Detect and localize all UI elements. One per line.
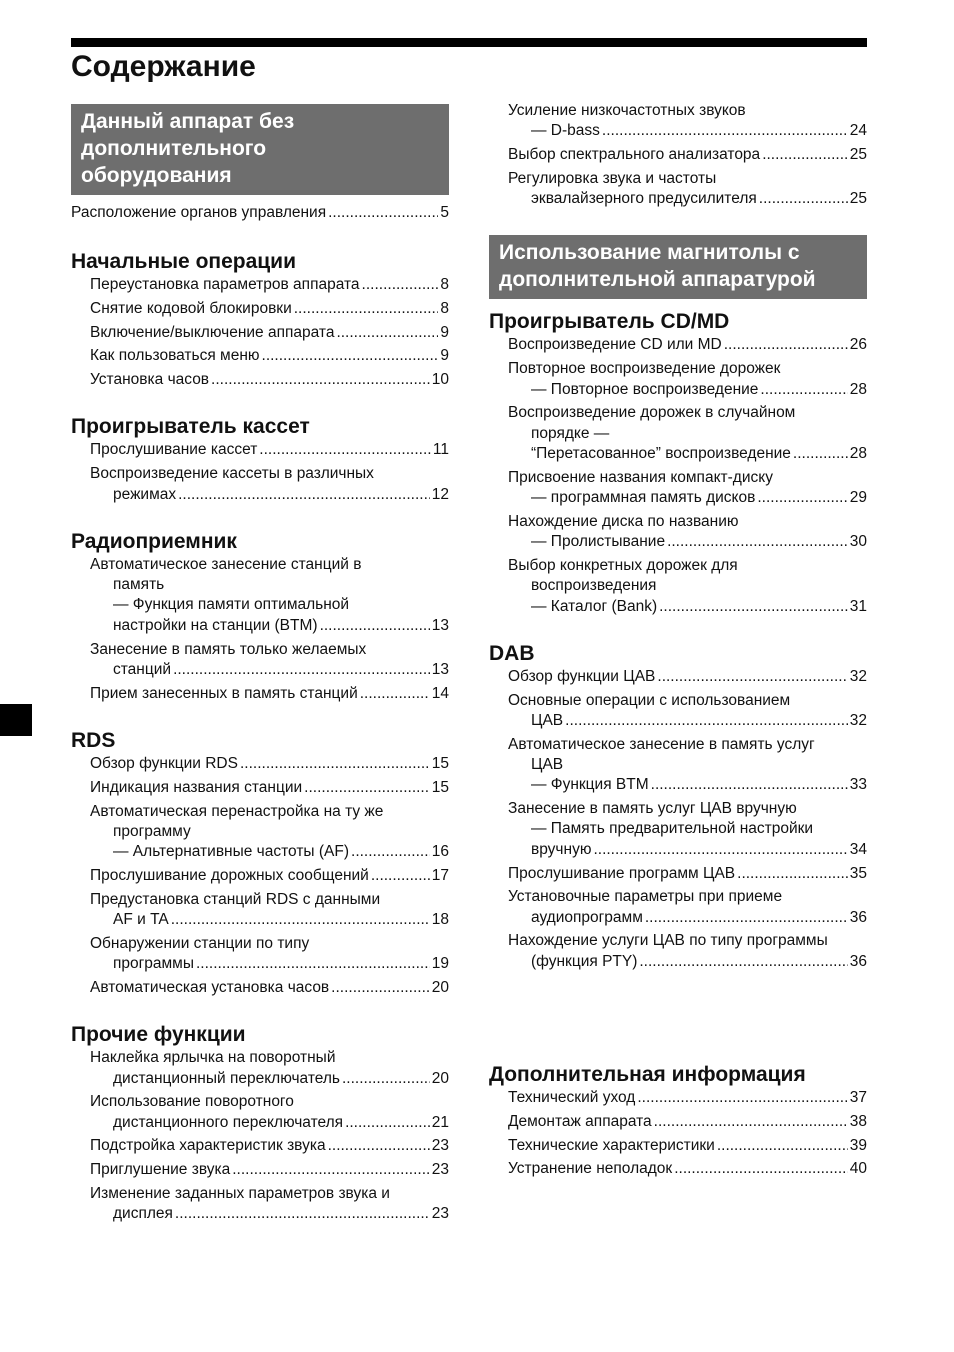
entry-text: Как пользоваться меню	[90, 347, 260, 365]
dot-leader	[360, 684, 430, 704]
toc-entry[interactable]	[71, 203, 449, 223]
dot-leader	[328, 1136, 430, 1156]
entry-list	[489, 1088, 867, 1180]
toc-entry[interactable]	[90, 778, 449, 798]
dot-leader	[240, 754, 430, 774]
page-number: 21	[431, 1113, 449, 1131]
page-number: 28	[849, 444, 867, 462]
page-number: 23	[431, 1137, 449, 1155]
toc-entry[interactable]	[90, 890, 449, 931]
dot-leader	[331, 978, 430, 998]
entry-text: Выбор спектрального анализатора	[508, 146, 761, 164]
page-number: 19	[431, 955, 449, 973]
dot-leader	[304, 778, 430, 798]
entry-text: Установка часов	[90, 371, 210, 389]
entry-text: Прием занесенных в память станций	[90, 684, 358, 702]
toc-entry[interactable]	[90, 684, 449, 704]
right-column	[489, 104, 867, 1183]
entry-list	[71, 440, 449, 504]
entry-text: — Память предварительной настройки	[531, 820, 814, 838]
entry-text: дисплея	[113, 1205, 173, 1223]
dot-leader	[657, 667, 847, 687]
toc-entry[interactable]	[90, 299, 449, 319]
section-heading: RDS	[71, 728, 116, 752]
section-heading: Прочие функции	[71, 1023, 246, 1047]
entry-text: вручную	[531, 840, 592, 858]
entry-text: Предустановка станций RDS с данными	[90, 890, 381, 908]
page-number: 26	[849, 336, 867, 354]
entry-text: Нахождение услуги ЦАВ по типу программы	[508, 932, 828, 950]
dot-leader	[667, 532, 848, 552]
dot-leader	[175, 1204, 430, 1224]
page-number: 28	[849, 380, 867, 398]
entry-text: ЦАВ	[531, 756, 564, 774]
toc-entry[interactable]	[90, 802, 449, 863]
page-number: 38	[849, 1112, 867, 1130]
dot-leader	[294, 299, 439, 319]
section-heading: Радиоприемник	[71, 529, 237, 553]
page-number: 36	[849, 952, 867, 970]
entry-text: Воспроизведение дорожек в случайном	[508, 404, 796, 422]
toc-entry[interactable]	[90, 346, 449, 366]
dot-leader	[342, 1069, 430, 1089]
dot-leader	[762, 145, 848, 165]
dot-leader	[645, 908, 848, 928]
dot-leader	[602, 121, 848, 141]
entry-text: аудиопрограмм	[531, 908, 643, 926]
entry-text: Обзор функции RDS	[90, 754, 238, 772]
entry-text: Снятие кодовой блокировки	[90, 299, 292, 317]
entry-text: — Функция BTM	[531, 776, 649, 794]
dot-leader	[593, 840, 847, 860]
entry-text: Прослушивание программ ЦАВ	[508, 864, 736, 882]
entry-text: станций	[113, 660, 172, 678]
toc-entry[interactable]	[90, 1136, 449, 1156]
toc-entry[interactable]	[508, 335, 867, 355]
toc-entry[interactable]	[508, 691, 867, 732]
left-column	[71, 104, 449, 1228]
section-heading: Проигрыватель CD/MD	[489, 310, 730, 334]
entry-text: — программная память дисков	[531, 489, 756, 507]
toc-section	[489, 1062, 867, 1180]
entry-text: Автоматическое занесение в память услуг	[508, 735, 815, 753]
page-number: 39	[849, 1136, 867, 1154]
entry-text: — Альтернативные частоты (AF)	[113, 843, 350, 861]
entry-text: — Повторное воспроизведение	[531, 380, 759, 398]
entry-text: Расположение органов управления	[71, 204, 327, 221]
right-sections	[489, 309, 867, 1179]
entry-text: Переустановка параметров аппарата	[90, 276, 360, 293]
entry-text: Занесение в память только желаемых	[90, 640, 367, 658]
toc-entry[interactable]	[90, 1184, 449, 1225]
page-number: 25	[849, 146, 867, 164]
dot-leader	[760, 380, 847, 400]
toc-entry[interactable]	[90, 1048, 449, 1089]
section-tab-marker	[0, 704, 32, 736]
entry-text: режимах	[113, 485, 177, 503]
dot-leader	[724, 335, 848, 355]
toc-entry[interactable]	[90, 866, 449, 886]
toc-entry[interactable]	[90, 1092, 449, 1133]
dot-leader	[345, 1113, 430, 1133]
page-number: 34	[849, 840, 867, 858]
entry-text: AF и TA	[113, 911, 169, 929]
toc-entry[interactable]	[90, 754, 449, 774]
toc-entry[interactable]	[90, 275, 449, 295]
dot-leader	[674, 1159, 848, 1179]
page-number: 13	[431, 616, 449, 634]
entry-text: Установочные параметры при приеме	[508, 888, 783, 906]
dot-leader	[196, 954, 430, 974]
entry-text: (функция PTY)	[531, 952, 638, 970]
page-number: 14	[431, 684, 449, 702]
page-number: 8	[440, 299, 449, 317]
entry-text: Прослушивание дорожных сообщений	[90, 866, 369, 884]
dot-leader	[320, 616, 430, 636]
entry-list	[71, 275, 449, 390]
dot-leader	[232, 1160, 430, 1180]
box-line: оборудования	[81, 164, 232, 187]
toc-entry[interactable]	[90, 640, 449, 681]
left-sections	[71, 249, 449, 1225]
entry-text: Подстройка характеристик звука	[90, 1137, 326, 1155]
toc-entry[interactable]	[508, 1136, 867, 1156]
box-line: дополнительного	[81, 137, 267, 160]
entry-text: Занесение в память услуг ЦАВ вручную	[508, 800, 797, 818]
dot-leader	[262, 346, 439, 366]
section-box-standalone	[71, 104, 449, 195]
entry-text: Приглушение звука	[90, 1161, 231, 1179]
section-box-with-equipment	[489, 235, 867, 299]
toc-section	[71, 728, 449, 998]
entry-text: — Функция памяти оптимальной	[113, 596, 350, 614]
toc-entry[interactable]	[508, 359, 867, 400]
toc-section	[71, 529, 449, 704]
entry-text: Изменение заданных параметров звука и	[90, 1185, 390, 1202]
entry-text: ЦАВ	[531, 711, 564, 729]
entry-text: Автоматическое занесение станций в	[90, 555, 362, 573]
dot-leader	[717, 1136, 848, 1156]
entry-text: “Перетасованное” воспроизведение	[531, 444, 791, 462]
toc-entry[interactable]	[90, 440, 449, 460]
page-number: 20	[431, 978, 449, 996]
dot-leader	[178, 485, 430, 505]
page-number: 16	[431, 843, 449, 861]
page-number: 11	[432, 441, 449, 459]
page-number: 25	[849, 190, 867, 208]
toc-section	[71, 414, 449, 504]
toc-entry[interactable]	[508, 403, 867, 464]
page-number: 8	[440, 276, 449, 293]
dot-leader	[371, 866, 430, 886]
section-heading: Дополнительная информация	[489, 1063, 806, 1086]
page-number: 15	[431, 778, 449, 796]
entry-text: Регулировка звука и частоты	[508, 169, 717, 187]
toc-entry[interactable]	[90, 978, 449, 998]
toc-entry[interactable]	[508, 1159, 867, 1179]
toc-entry[interactable]	[90, 555, 449, 636]
dot-leader	[328, 203, 438, 223]
dot-leader	[651, 775, 848, 795]
dot-leader	[639, 952, 847, 972]
toc-entry[interactable]	[508, 101, 867, 142]
toc-entry[interactable]	[508, 1112, 867, 1132]
entry-text: Устранение неполадок	[508, 1160, 673, 1178]
toc-entry[interactable]	[508, 1088, 867, 1108]
toc-entry[interactable]	[508, 468, 867, 509]
entry-list	[71, 1048, 449, 1224]
entry-text: Повторное воспроизведение дорожек	[508, 360, 781, 378]
dot-leader	[757, 488, 847, 508]
toc-section	[71, 249, 449, 390]
page-number: 29	[849, 489, 867, 507]
entry-text: память	[113, 576, 165, 594]
dot-leader	[654, 1112, 848, 1132]
box-line: Использование магнитолы с	[499, 241, 800, 265]
page-number: 9	[440, 347, 449, 365]
entry-text: Нахождение диска по названию	[508, 512, 739, 530]
dot-leader	[171, 910, 430, 930]
entry-list	[489, 335, 867, 616]
page-number: 36	[849, 908, 867, 926]
entry-text: Основные операции с использованием	[508, 691, 791, 709]
toc-entry[interactable]	[508, 735, 867, 796]
entry-text: Прослушивание кассет	[90, 441, 258, 459]
toc-entry[interactable]	[508, 556, 867, 617]
dot-leader	[565, 711, 848, 731]
entry-list	[489, 667, 867, 972]
dot-leader	[173, 660, 430, 680]
page-number: 32	[849, 711, 867, 729]
page-number: 20	[431, 1069, 449, 1087]
page-number: 5	[440, 204, 449, 221]
toc-entry[interactable]	[508, 145, 867, 165]
page-number: 13	[431, 660, 449, 678]
entry-list	[71, 754, 449, 998]
page-number: 9	[440, 323, 449, 341]
page-number: 40	[849, 1160, 867, 1178]
section-heading: Проигрыватель кассет	[71, 415, 310, 439]
toc-entry[interactable]	[508, 799, 867, 860]
page-number: 32	[849, 667, 867, 685]
entry-list	[71, 555, 449, 704]
entry-text: порядке —	[531, 424, 610, 442]
page-number: 37	[849, 1089, 867, 1106]
page-number: 33	[849, 776, 867, 794]
entry-text: настройки на станции (BTM)	[113, 616, 318, 634]
toc-section	[489, 309, 867, 616]
page-number: 17	[431, 866, 449, 884]
entry-text: Использование поворотного	[90, 1093, 294, 1111]
entry-text: Присвоение названия компакт-диску	[508, 468, 773, 486]
dot-leader	[793, 444, 848, 464]
page-number: 12	[431, 485, 449, 503]
dot-leader	[362, 275, 439, 295]
dot-leader	[737, 864, 848, 884]
toc-entry[interactable]	[90, 370, 449, 390]
toc-entry[interactable]	[90, 323, 449, 343]
dot-leader	[211, 370, 430, 390]
page-number: 30	[849, 533, 867, 551]
entry-text: Обзор функции ЦАВ	[508, 667, 656, 685]
entry-text: Автоматическая установка часов	[90, 978, 330, 996]
entry-text: — D-bass	[531, 122, 600, 140]
page-title: Содержание	[71, 50, 256, 83]
toc-entry[interactable]	[508, 667, 867, 687]
toc-entry[interactable]	[90, 464, 449, 505]
entry-text: Автоматическая перенастройка на ту же	[90, 802, 384, 820]
entry-text: — Пролистывание	[531, 533, 666, 551]
entry-text: эквалайзерного предусилителя	[531, 190, 757, 208]
entry-text: Выбор конкретных дорожек для	[508, 556, 738, 574]
entry-text: Демонтаж аппарата	[508, 1112, 652, 1130]
top-rule	[71, 38, 867, 47]
toc-entry[interactable]	[508, 864, 867, 884]
page-number: 24	[849, 122, 867, 140]
entry-text: дистанционного переключателя	[113, 1113, 344, 1131]
dot-leader	[336, 323, 438, 343]
toc-entry[interactable]	[508, 931, 867, 972]
page-number: 23	[431, 1205, 449, 1223]
section-heading: DAB	[489, 641, 535, 665]
entry-text: программу	[113, 822, 191, 840]
toc-section	[489, 641, 867, 972]
page-number: 10	[431, 371, 449, 389]
entry-text: Технические характеристики	[508, 1136, 715, 1154]
page-number: 15	[431, 754, 449, 772]
entry-text: дистанционный переключатель	[113, 1069, 340, 1087]
dot-leader	[659, 597, 848, 617]
toc-entry[interactable]	[90, 934, 449, 975]
entry-text: Воспроизведение CD или MD	[508, 336, 722, 354]
toc-entry[interactable]	[90, 1160, 449, 1180]
entry-text: — Каталог (Bank)	[531, 597, 658, 615]
page-number: 18	[431, 911, 449, 929]
entry-text: Воспроизведение кассеты в различных	[90, 465, 374, 483]
entry-text: Усиление низкочастотных звуков	[508, 102, 746, 119]
toc-entry[interactable]	[508, 169, 867, 210]
section-heading: Начальные операции	[71, 250, 297, 273]
page-number: 35	[849, 864, 867, 882]
entry-text: Индикация названия станции	[90, 778, 303, 796]
toc-entry[interactable]	[508, 887, 867, 928]
box-line: Данный аппарат без	[81, 110, 295, 133]
toc-entry[interactable]	[508, 512, 867, 553]
toc-section	[71, 1022, 449, 1224]
dot-leader	[637, 1088, 847, 1108]
dot-leader	[259, 440, 431, 460]
entry-text: Включение/выключение аппарата	[90, 323, 335, 341]
entry-text: Технический уход	[508, 1089, 636, 1106]
entry-text: программы	[113, 955, 194, 973]
dot-leader	[351, 842, 430, 862]
page-number: 23	[431, 1161, 449, 1179]
dot-leader	[759, 189, 848, 209]
entry-text: воспроизведения	[531, 577, 657, 595]
page-number: 31	[849, 597, 867, 615]
right-top-entries	[489, 101, 867, 209]
entry-text: Обнаружении станции по типу	[90, 934, 310, 952]
box-line: дополнительной аппаратурой	[499, 268, 816, 292]
entry-text: Наклейка ярлычка на поворотный	[90, 1049, 336, 1067]
